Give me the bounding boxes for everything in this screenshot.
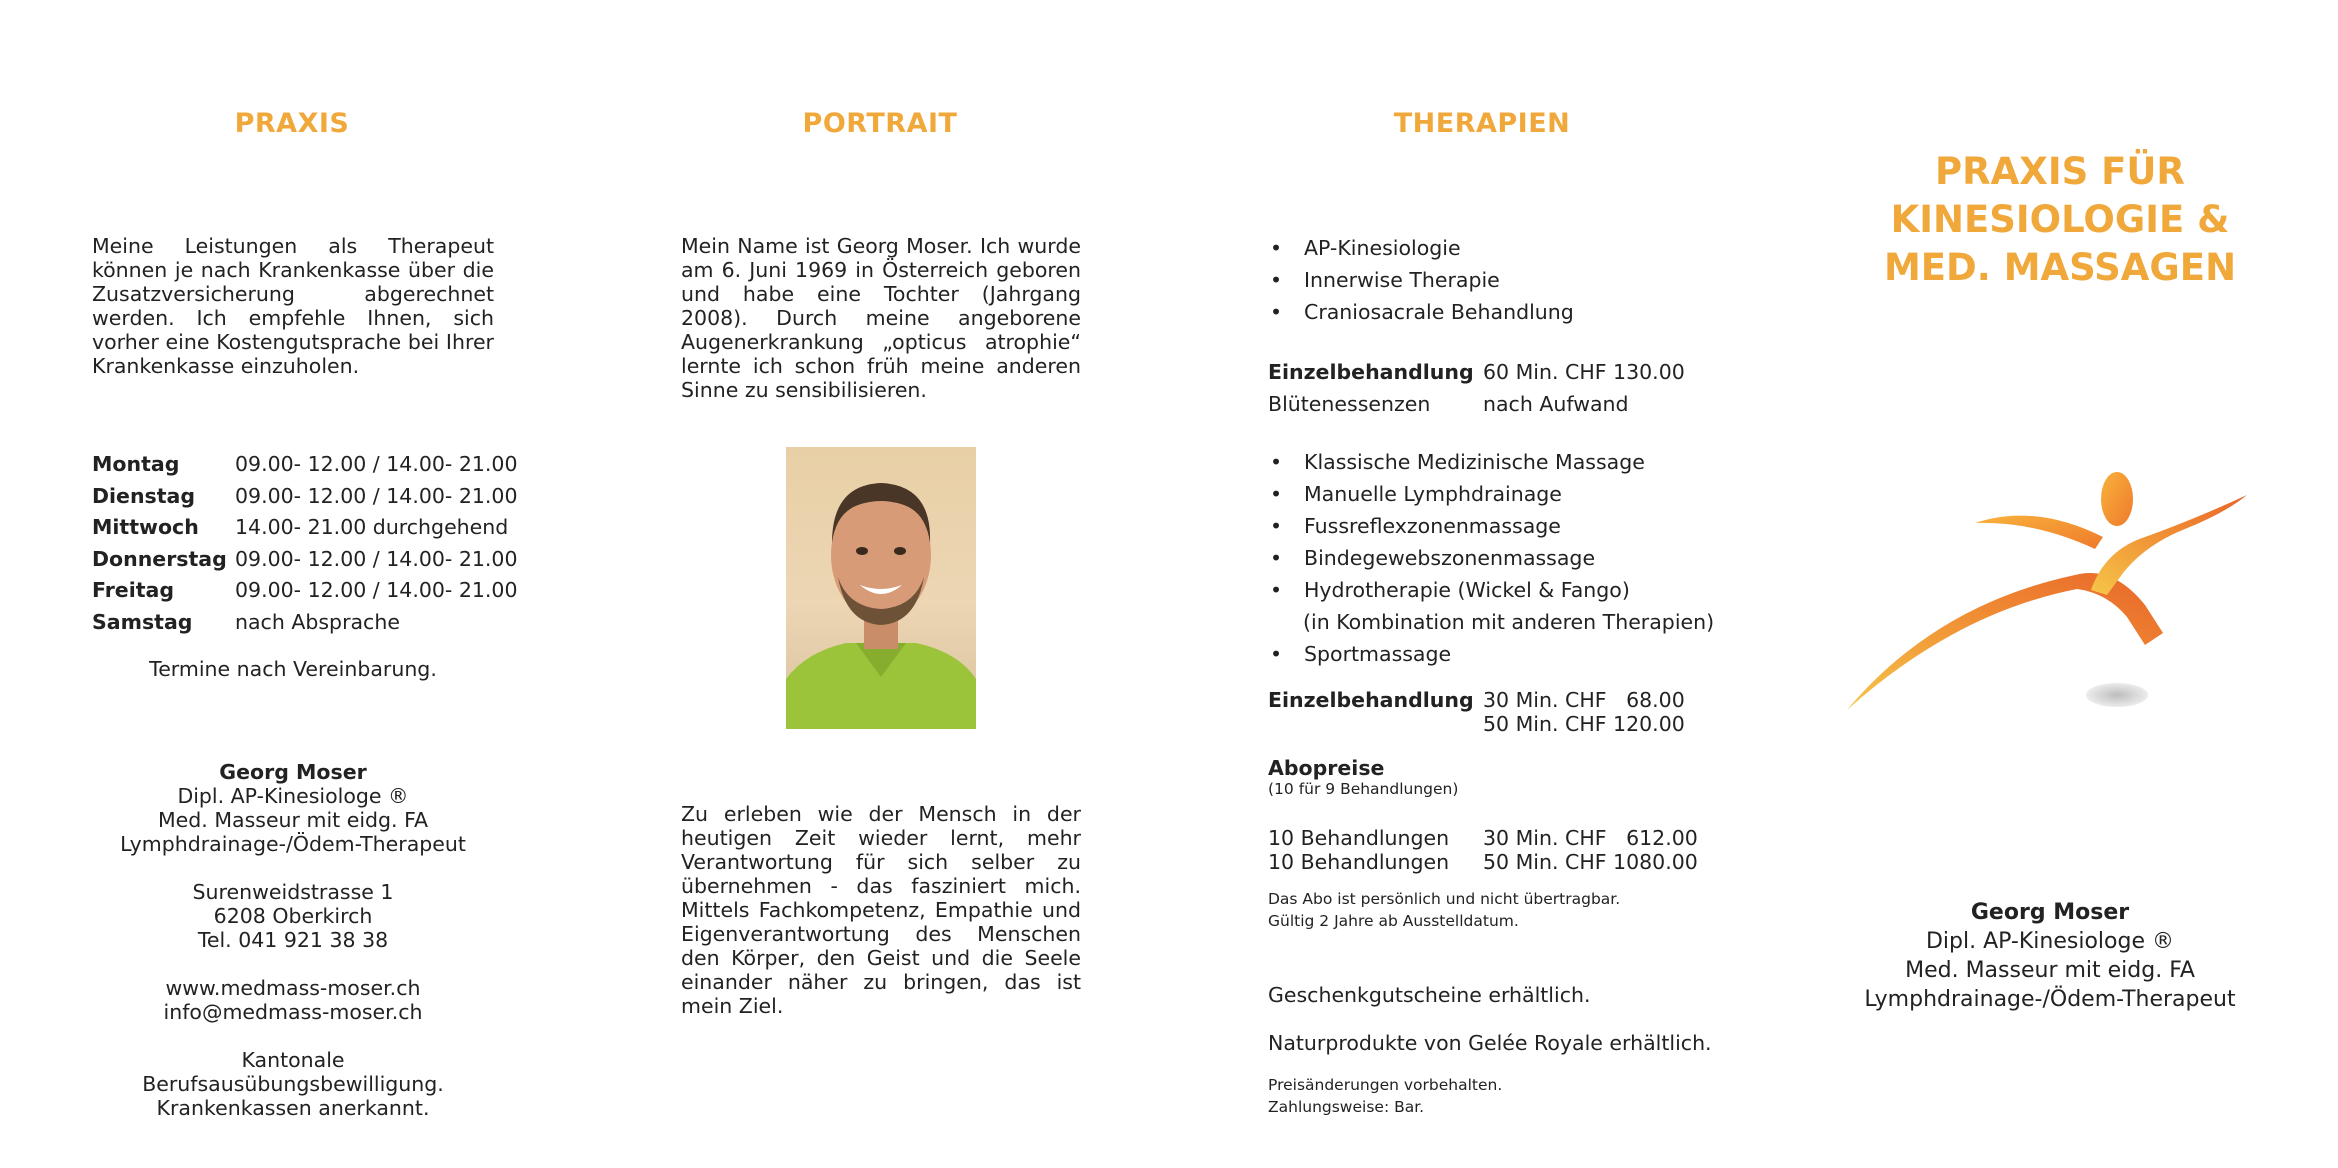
praxis-heading: PRAXIS	[234, 108, 350, 139]
abo-notes	[1268, 888, 1620, 932]
gutscheine-note: Geschenkgutscheine erhältlich.	[1268, 983, 1591, 1007]
price-block-1	[1268, 356, 1685, 420]
preis-note2: Zahlungsweise: Bar.	[1268, 1098, 1425, 1116]
list-item: • Manuelle Lymphdrainage	[1268, 478, 1645, 510]
cover-title-line1: PRAXIS FÜR	[1935, 150, 2185, 193]
contact-city: 6208 Oberkirch	[213, 904, 373, 928]
portrait-heading: PORTRAIT	[802, 108, 958, 139]
contact-phone: Tel. 041 921 38 38	[197, 928, 389, 952]
list-item: • Bindegewebszonenmassage	[1268, 542, 1645, 574]
abo2-label: 10 Behandlungen	[1268, 850, 1450, 874]
abo-title: Abopreise	[1268, 756, 1385, 780]
naturprodukte-note: Naturprodukte von Gelée Royale erhältlich.	[1268, 1031, 1712, 1055]
cover-title-line2: KINESIOLOGIE &	[1890, 198, 2230, 241]
price2-label: Blütenessenzen	[1268, 392, 1431, 416]
therapien-panel	[1175, 0, 1765, 1168]
bewilligung-line1: Kantonale Berufsausübungsbewilligung.	[142, 1048, 444, 1096]
abo1-value: 30 Min. CHF 612.00	[1483, 826, 1698, 850]
hours-row: Samstag nach Absprache	[92, 609, 400, 634]
praxis-intro: Meine Leistungen als Therapeut können je nach Krankenkasse über die Zusatzversicherung abgerechnet werden. Ich empfehle Ihnen, sich vorher eine Kostengutsprache bei Ihrer Krankenkasse einzuholen.	[92, 234, 494, 378]
abo2-value: 50 Min. CHF 1080.00	[1483, 850, 1698, 874]
praxis-contact	[92, 760, 494, 1120]
price3-value2: 50 Min. CHF 120.00	[1483, 712, 1685, 736]
cover-cred2: Med. Masseur mit eidg. FA	[1905, 958, 2195, 983]
preis-note1: Preisänderungen vorbehalten.	[1268, 1076, 1503, 1094]
contact-cred3: Lymphdrainage-/Ödem-Therapeut	[120, 832, 466, 856]
price1-value: 60 Min. CHF 130.00	[1483, 360, 1685, 384]
therapy-list-1	[1268, 232, 1574, 328]
cover-contact	[1805, 898, 2295, 1014]
list-item: • AP-Kinesiologie	[1268, 232, 1574, 264]
cover-cred3: Lymphdrainage-/Ödem-Therapeut	[1864, 987, 2236, 1012]
price3-label: Einzelbehandlung	[1268, 688, 1474, 712]
contact-cred2: Med. Masseur mit eidg. FA	[157, 808, 429, 832]
abo1-label: 10 Behandlungen	[1268, 826, 1450, 850]
portrait-illustration	[786, 447, 976, 729]
hours-row: Dienstag 09.00- 12.00 / 14.00- 21.00	[92, 483, 518, 508]
price3-value1: 30 Min. CHF 68.00	[1483, 688, 1685, 712]
cover-name: Georg Moser	[1970, 900, 2130, 925]
hours-row: Montag 09.00- 12.00 / 14.00- 21.00	[92, 452, 518, 476]
opening-hours	[92, 449, 518, 639]
hours-row: Donnerstag 09.00- 12.00 / 14.00- 21.00	[92, 546, 518, 571]
abo-block	[1268, 756, 1698, 874]
contact-cred1: Dipl. AP-Kinesiologe ®	[177, 784, 409, 808]
therapien-heading: THERAPIEN	[1393, 108, 1571, 139]
contact-website[interactable]: www.medmass-moser.ch	[165, 976, 421, 1000]
therapy-list-2	[1268, 446, 1645, 606]
termine-note: Termine nach Vereinbarung.	[149, 657, 437, 681]
contact-email[interactable]: info@medmass-moser.ch	[163, 1000, 423, 1024]
contact-street: Surenweidstrasse 1	[192, 880, 394, 904]
portrait-intro: Mein Name ist Georg Moser. Ich wurde am 6. Juni 1969 in Österreich geboren und habe eine Tochter (Jahrgang 2008). Durch meine angeborene Augenerkrankung „opticus atrophie“ lernte ich schon früh meine anderen Sinne zu sensibilisieren.	[681, 234, 1081, 402]
price2-value: nach Aufwand	[1483, 392, 1629, 416]
therapy-list-2-last	[1268, 638, 1451, 670]
list-item: • Hydrotherapie (Wickel & Fango)	[1268, 574, 1645, 606]
price-block-2	[1268, 688, 1685, 736]
preis-notes	[1268, 1074, 1502, 1118]
abo-subtitle: (10 für 9 Behandlungen)	[1268, 780, 1459, 798]
portrait-photo	[786, 447, 976, 729]
list-item: • Klassische Medizinische Massage	[1268, 446, 1645, 478]
hours-row: Mittwoch 14.00- 21.00 durchgehend	[92, 515, 509, 540]
cover-title-line3: MED. MASSAGEN	[1883, 246, 2237, 289]
praxis-panel	[0, 0, 585, 1168]
abo-note2: Gültig 2 Jahre ab Ausstelldatum.	[1268, 912, 1519, 930]
list-item: • Craniosacrale Behandlung	[1268, 296, 1574, 328]
list-item: • Fussreflexzonenmassage	[1268, 510, 1645, 542]
portrait-text: Zu erleben wie der Mensch in der heutigen Zeit wieder lernt, mehr Verantwortung für sich selber zu übernehmen - das fasziniert mich. Mittels Fachkompetenz, Empathie und Eigenverantwortung des Menschen den Körper, den Geist und die Seele einander näher zu bringen, das ist mein Ziel.	[681, 802, 1081, 1018]
cover-panel	[1765, 0, 2338, 1168]
abo-note1: Das Abo ist persönlich und nicht übertragbar.	[1268, 890, 1621, 908]
hours-row: Freitag 09.00- 12.00 / 14.00- 21.00	[92, 578, 518, 603]
cover-title	[1825, 148, 2295, 292]
contact-name: Georg Moser	[219, 760, 367, 784]
list-item-note: (in Kombination mit anderen Therapien)	[1303, 610, 1715, 634]
bewilligung-line2: Krankenkassen anerkannt.	[156, 1096, 430, 1120]
list-item: • Innerwise Therapie	[1268, 264, 1574, 296]
list-item: • Sportmassage	[1268, 638, 1451, 670]
logo-figure-icon	[1845, 455, 2325, 725]
price1-label: Einzelbehandlung	[1268, 360, 1474, 384]
cover-cred1: Dipl. AP-Kinesiologe ®	[1925, 929, 2174, 954]
